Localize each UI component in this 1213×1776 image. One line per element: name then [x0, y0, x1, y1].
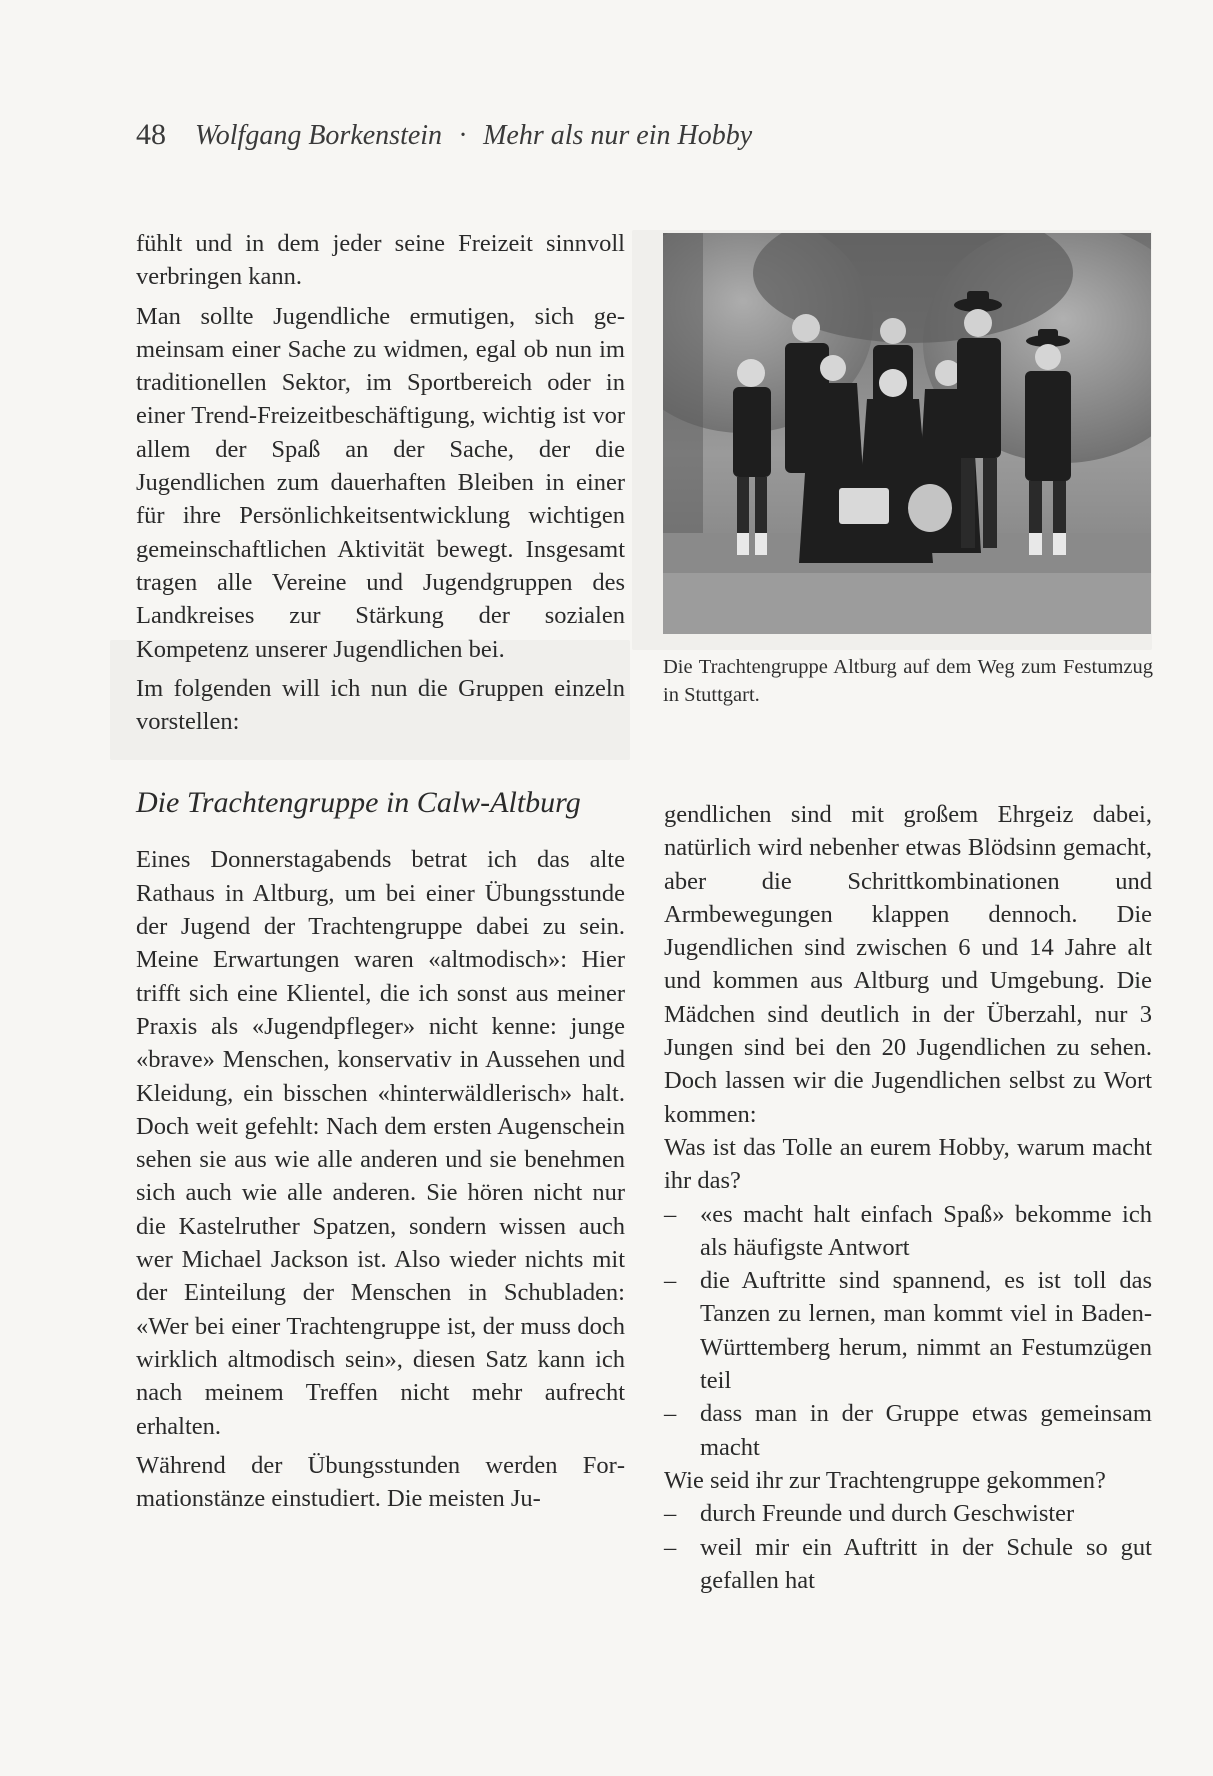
section-heading: Die Trachtengruppe in Calw-Altburg [136, 786, 581, 820]
answer-text: «es macht halt einfach Spaß» bekomme ich als häufigste Antwort [700, 1200, 1152, 1261]
answer-text: weil mir ein Auftritt in der Schule so gut gefallen hat [700, 1533, 1152, 1594]
dash-bullet: – [664, 1267, 677, 1295]
answer-item [664, 1497, 1152, 1530]
answer-text: dass man in der Gruppe etwas gemeinsam macht [700, 1400, 1152, 1461]
paragraph: Man sollte Jugendliche ermutigen, sich gemeinsam einer Sache zu widmen, egal ob nun im traditionellen Sektor, im Sportbereich oder in einer Trend-Freizeitbeschäftigung, wichtig ist vor allem der Spaß an der Sache, der die Jugendlichen zum dauerhaften Bleiben in einer für ihre Persönlichkeitsentwicklung wichtigen gemeinschaftlichen Aktivität bewegt. Insgesamt tragen alle Vereine und Jugendgruppen des Landkreises zur Stärkung der sozialen Kompetenz unserer Jugendlichen bei. [136, 302, 625, 663]
running-head-title: Mehr als nur ein Hobby [483, 120, 753, 151]
answer-item [664, 1397, 1152, 1464]
running-head-separator: · [459, 120, 467, 151]
right-column [664, 798, 1152, 1597]
group-photo [663, 233, 1151, 634]
running-head [136, 118, 752, 152]
answer-item [664, 1198, 1152, 1265]
photo-illustration [663, 233, 1151, 634]
dash-bullet: – [664, 1200, 677, 1228]
answer-text: durch Freunde und durch Geschwister [700, 1500, 1075, 1528]
answer-item [664, 1264, 1152, 1397]
running-head-author: Wolfgang Borkenstein [195, 120, 443, 151]
question: Wie seid ihr zur Trachtengruppe gekommen? [664, 1466, 1106, 1494]
dash-bullet: – [664, 1533, 677, 1561]
dash-bullet: – [664, 1400, 677, 1428]
paragraph: Eines Donnerstagabends betrat ich das alte Rathaus in Altburg, um bei einer Übungsstunde der Jugend der Trachtengruppe dabei zu sein. Meine Erwartungen waren «altmodisch»: Hier trifft sich eine Klientel, die ich sonst aus meiner Praxis als «Jugendpfleger» nicht kenne: junge «brave» Menschen, konservativ in Aussehen und Kleidung, ein bisschen «hinterwäldlerisch» halt. Doch weit gefehlt: Nach dem ersten Augenschein sehen sie aus wie alle anderen und sie benehmen sich auch wie alle anderen. Sie hören nicht nur die Kastelruther Spatzen, sondern wissen auch wer Michael Jackson ist. Also wieder nichts mit der Einteilung der Menschen in Schubladen: «Wer bei einer Trachtengruppe ist, der muss doch wirklich altmodisch sein», diesen Satz kann ich nach meinem Treffen nicht mehr aufrecht erhalten. [136, 846, 625, 1440]
paragraph: fühlt und in dem jeder seine Freizeit sinnvoll verbringen kann. [136, 230, 625, 291]
answer-text: die Auftritte sind spannend, es ist toll das Tanzen zu lernen, man kommt viel in Baden-Württemberg herum, nimmt an Festumzügen teil [700, 1267, 1152, 1395]
paragraph: gendlichen sind mit großem Ehrgeiz dabei, natürlich wird nebenher etwas Blödsinn gemacht, aber die Schrittkombinationen und Armbewegungen klappen dennoch. Die Jugendlichen sind zwischen 6 und 14 Jahre alt und kommen aus Altburg und Umgebung. Die Mädchen sind deutlich in der Überzahl, nur 3 Jungen sind bei den 20 Jugendlichen zu sehen. Doch lassen wir die Jugendlichen selbst zu Wort kommen: [664, 801, 1152, 1128]
photo-caption: Die Trachtengruppe Altburg auf dem Weg zum Festumzug in Stuttgart. [663, 656, 1153, 706]
paragraph: Im folgenden will ich nun die Gruppen einzeln vorstellen: [136, 674, 625, 736]
left-column [136, 227, 625, 1515]
dash-bullet: – [664, 1500, 677, 1528]
question: Was ist das Tolle an eurem Hobby, warum macht ihr das? [664, 1133, 1152, 1195]
answer-item [664, 1531, 1152, 1598]
page-number: 48 [136, 118, 166, 151]
paragraph: Während der Übungsstunden werden Formationstänze einstudiert. Die meisten Ju- [136, 1451, 625, 1513]
